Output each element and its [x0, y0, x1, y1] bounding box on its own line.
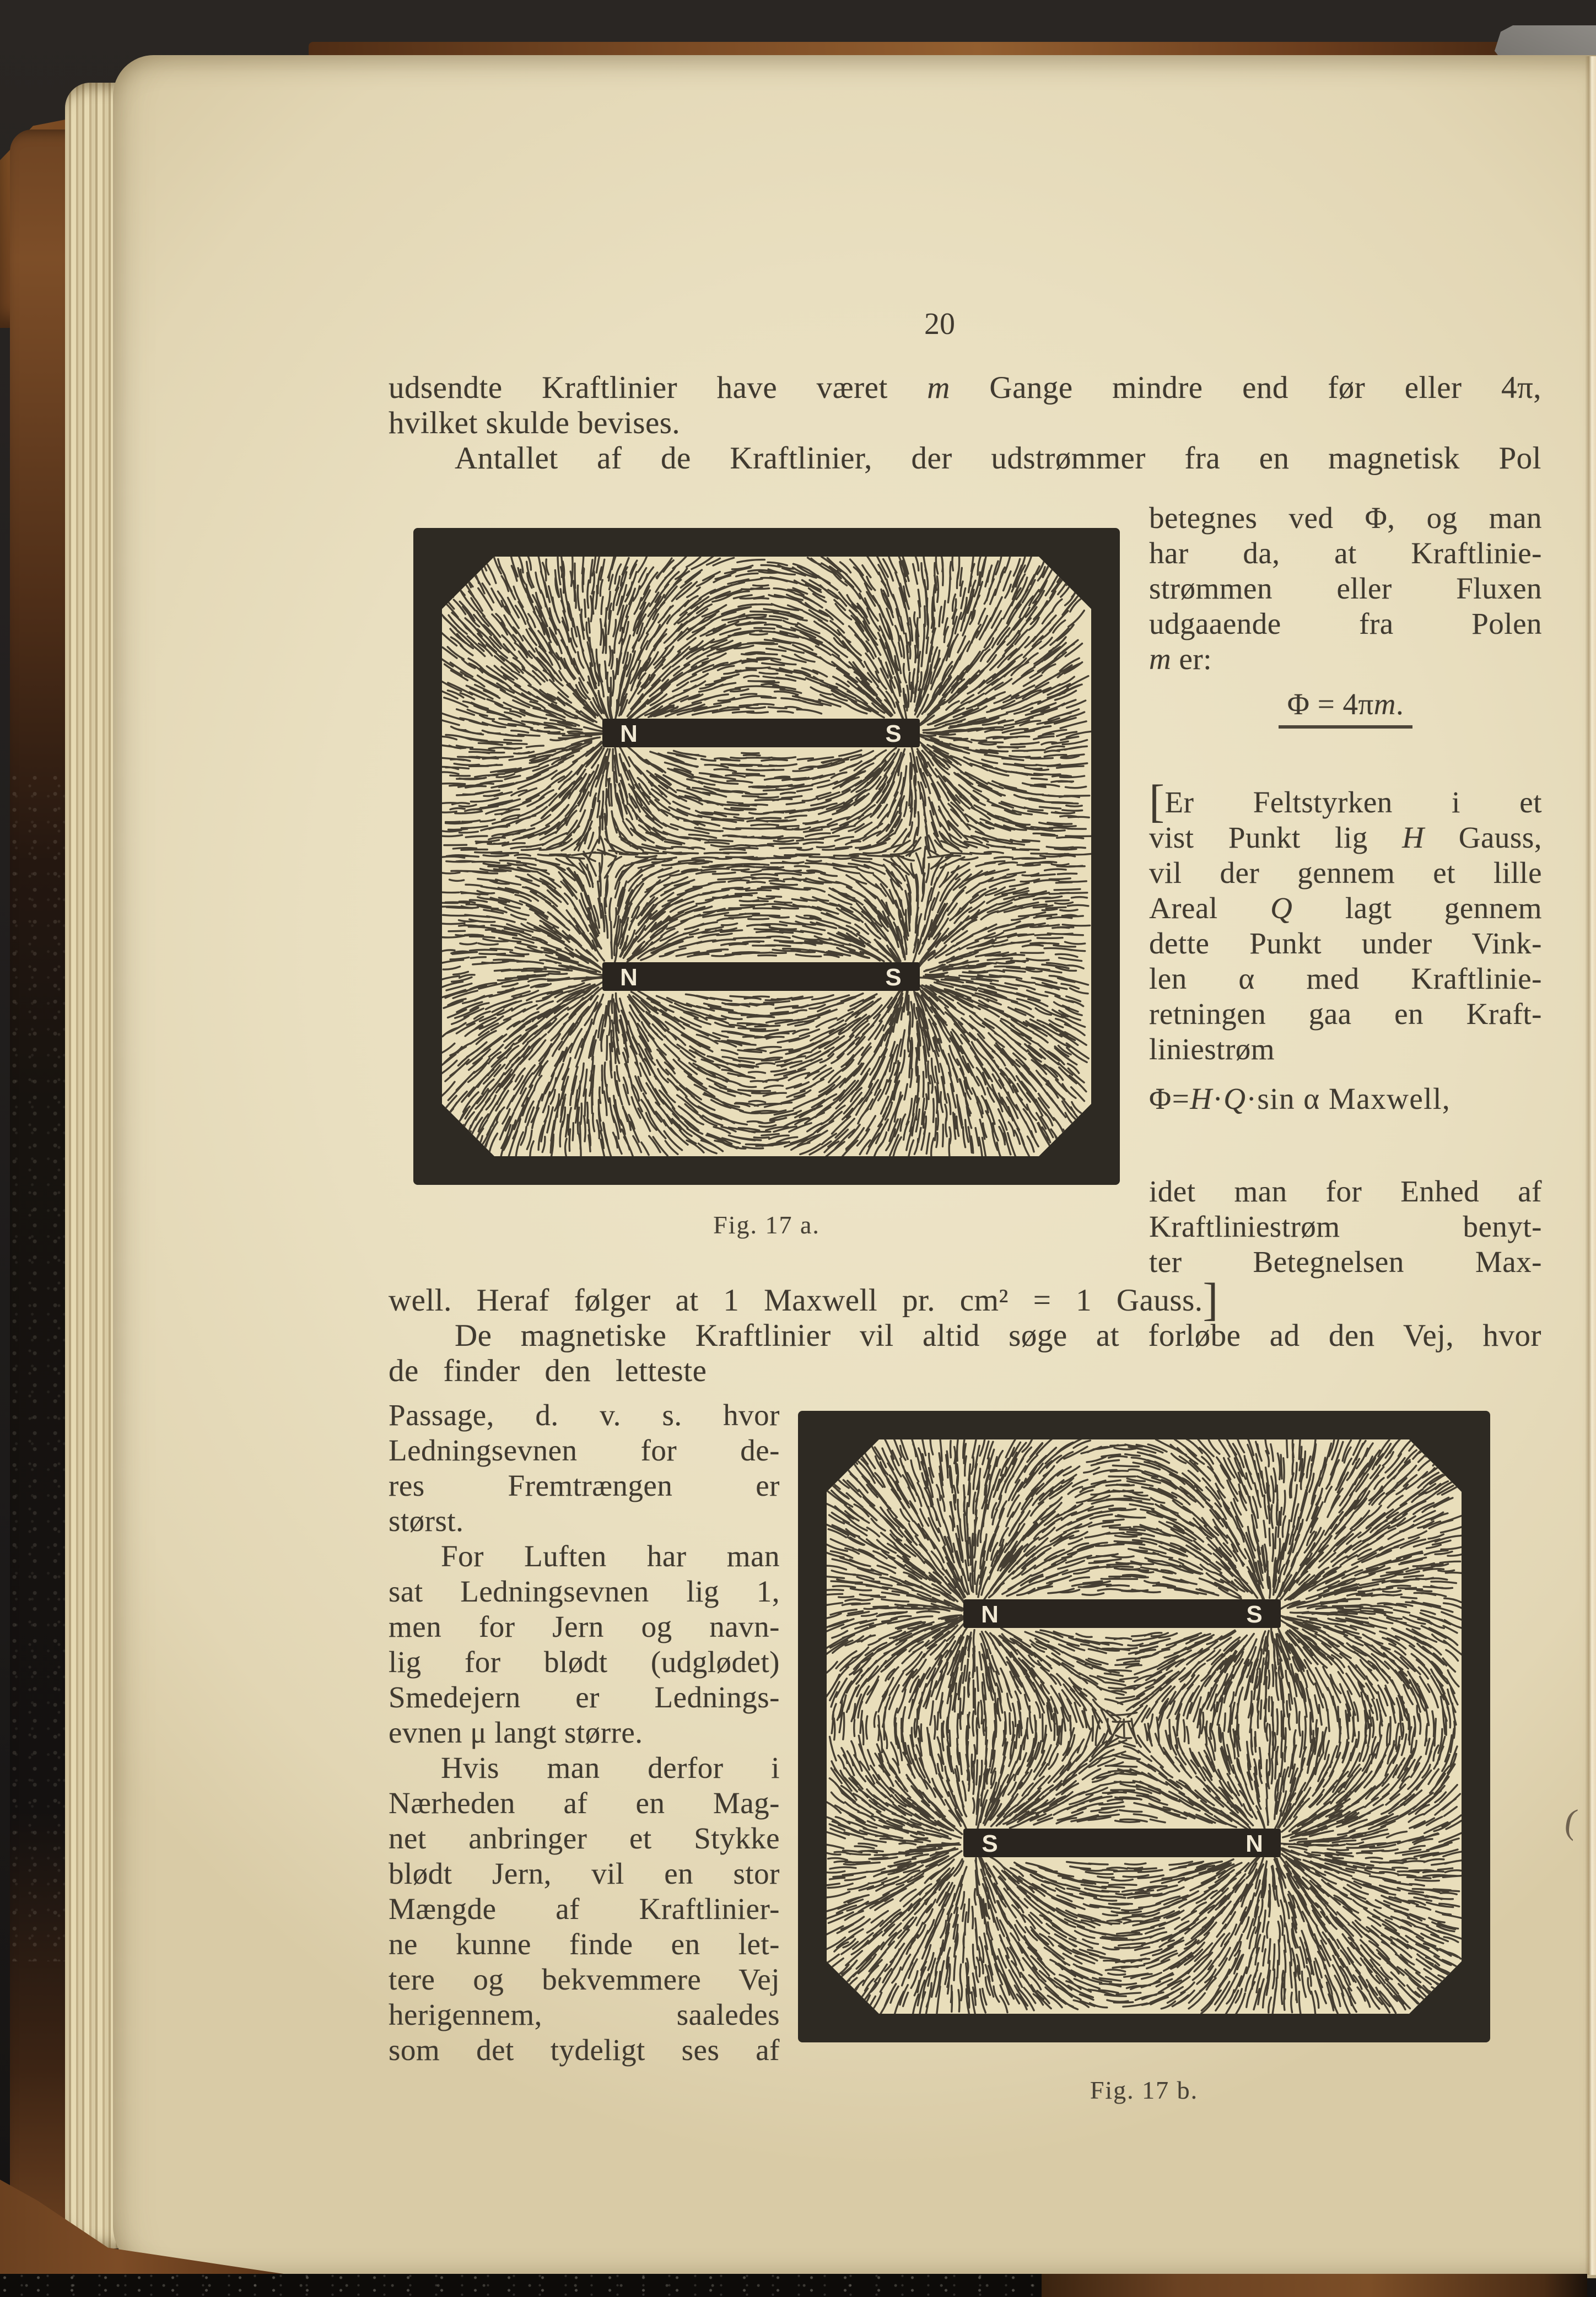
magnet-pole-label: S — [885, 964, 902, 991]
magnet-bar — [963, 1829, 1281, 1857]
text-line: evnen μ langt større. — [389, 1716, 643, 1749]
text-line: len α med Kraftlinie- — [1149, 962, 1542, 995]
text-line: res Fremtrængen er — [389, 1469, 780, 1502]
text-line: men for Jern og navn- — [389, 1610, 780, 1643]
stray-pen-mark: ( — [1562, 1800, 1580, 1842]
text-line: har da, at Kraftlinie- — [1149, 536, 1542, 570]
page-right-edge — [1585, 56, 1596, 2275]
page-number: 20 — [924, 307, 955, 341]
text-line: net anbringer et Stykke — [389, 1821, 780, 1855]
text-line: ter Betegnelsen Max- — [1149, 1245, 1542, 1279]
text-line: Φ=H·Q·sin α Maxwell, — [1149, 1082, 1451, 1115]
text-line: tere og bekvemmere Vej — [389, 1962, 780, 1996]
text-line: Ledningsevnen for de- — [389, 1433, 780, 1467]
text-line: Areal Q lagt gennem — [1149, 891, 1542, 925]
text-line: herigennem, saaledes — [389, 1998, 780, 2031]
text-line: Mængde af Kraftlinier- — [389, 1892, 780, 1926]
text-line: betegnes ved Φ, og man — [1149, 501, 1542, 535]
magnet-pole-label: N — [981, 1601, 999, 1628]
text-line: Passage, d. v. s. hvor — [389, 1398, 780, 1432]
text-line: De magnetiske Kraftlinier vil altid søge at forløbe ad den Vej, hvor — [455, 1318, 1541, 1353]
text-line: Φ = 4πm. — [1149, 687, 1542, 735]
text-line: vil der gennem et lille — [1149, 856, 1542, 889]
page-stack-edges — [65, 83, 118, 2249]
text-line: Hvis man derfor i — [441, 1751, 780, 1784]
magnet-pole-label: S — [1246, 1601, 1263, 1628]
magnet-pole-label: N — [620, 720, 638, 747]
magnet-bar — [602, 719, 920, 747]
middle-paragraph — [389, 1274, 1541, 1389]
text-line: sat Ledningsevnen lig 1, — [389, 1575, 780, 1608]
text-line: hvilket skulde bevises. — [389, 406, 681, 440]
text-line: Antallet af de Kraftlinier, der udstrømmer fra en magnetisk Pol — [455, 441, 1541, 476]
book-bottom-edge — [0, 2274, 1596, 2297]
text-line: Kraftliniestrøm benyt- — [1149, 1210, 1542, 1243]
magnet-pole-label: N — [1245, 1830, 1263, 1857]
text-line: dette Punkt under Vink- — [1149, 926, 1542, 960]
text-line: størst. — [389, 1504, 464, 1538]
magnet-pole-label: N — [620, 964, 638, 991]
figure-17a-field-lines — [413, 528, 1120, 1185]
text-line: som det tydeligt ses af — [389, 2033, 780, 2067]
text-line: de finder den letteste — [389, 1354, 707, 1388]
left-text-column — [389, 1398, 780, 2068]
text-line: Nærheden af en Mag- — [389, 1786, 780, 1820]
text-line: well. Heraf følger at 1 Maxwell pr. cm² = 1 Gauss.] — [389, 1274, 1218, 1325]
right-text-column — [1149, 500, 1542, 1280]
text-line: blødt Jern, vil en stor — [389, 1857, 780, 1890]
magnet-pole-label: S — [885, 720, 902, 747]
figure-17a-caption: Fig. 17 a. — [713, 1211, 820, 1239]
text-line: udgaaende fra Polen — [1149, 607, 1542, 640]
magnet-bar — [602, 962, 920, 991]
text-line: strømmen eller Fluxen — [1149, 571, 1542, 605]
text-line: ne kunne finde en let- — [389, 1927, 780, 1961]
text-line: udsendte Kraftlinier have været m Gange mindre end før eller 4π, — [389, 370, 1542, 405]
magnet-pole-label: S — [982, 1830, 998, 1857]
text-line: Smedejern er Lednings- — [389, 1680, 780, 1714]
text-line: For Luften har man — [441, 1539, 780, 1573]
text-line: lig for blødt (udglødet) — [389, 1645, 780, 1679]
figure-17b-field-lines — [798, 1411, 1490, 2042]
text-line: m er: — [1149, 642, 1212, 676]
paragraph-top — [389, 370, 1541, 476]
figure-17b-caption: Fig. 17 b. — [1090, 2076, 1199, 2104]
magnet-bar — [963, 1599, 1281, 1628]
text-line: idet man for Enhed af — [1149, 1174, 1542, 1208]
text-line: vist Punkt lig H Gauss, — [1149, 821, 1542, 854]
text-line: retningen gaa en Kraft- — [1149, 997, 1542, 1031]
text-line: [Er Feltstyrken i et — [1149, 776, 1542, 827]
text-line: liniestrøm — [1149, 1032, 1275, 1066]
